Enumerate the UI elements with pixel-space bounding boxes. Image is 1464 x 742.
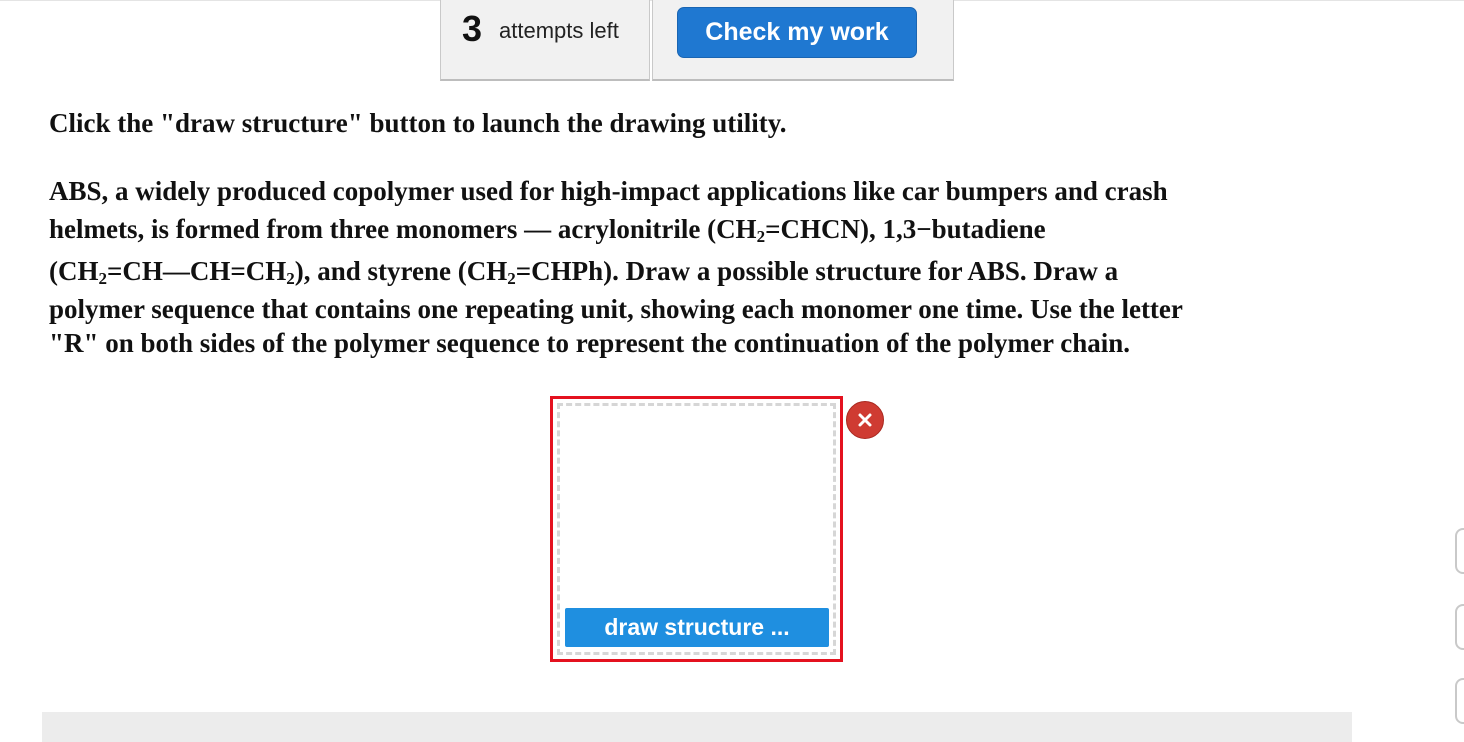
subscript: 2 [507,269,516,288]
attempts-label: attempts left [499,18,619,43]
close-x-glyph [857,412,873,428]
question-fragment: (CH [49,256,99,286]
question-line: polymer sequence that contains one repeating unit, showing each monomer one time. Use the letter [49,294,1183,324]
question-line [49,250,1339,292]
attempts-count: 3 [462,8,483,49]
side-panel-tab[interactable] [1455,604,1464,650]
subscript: 2 [286,269,295,288]
question-text [49,174,1339,360]
side-panel-tab[interactable] [1455,528,1464,574]
close-x-icon[interactable] [846,401,884,439]
bottom-toolbar [42,712,1352,742]
draw-structure-button[interactable]: draw structure ... [565,608,829,647]
question-line: ABS, a widely produced copolymer used for high-impact applications like car bumpers and crash [49,176,1168,206]
subscript: 2 [756,227,766,246]
question-fragment: helmets, is formed from three monomers — acrylonitrile (CH [49,214,757,244]
question-line: "R" on both sides of the polymer sequence to represent the continuation of the polymer chain. [49,328,1130,358]
instruction-text: Click the "draw structure" button to launch the drawing utility. [49,108,787,138]
question-fragment: =CH—CH=CH [107,256,287,286]
side-panel-tab[interactable] [1455,678,1464,724]
question-fragment: =CHCN), 1,3−butadiene [765,214,1046,244]
question-line [49,208,1339,250]
question-fragment: ), and styrene (CH [294,256,508,286]
subscript: 2 [98,269,107,288]
check-my-work-button[interactable]: Check my work [677,7,917,58]
question-fragment: =CHPh). Draw a possible structure for ABS. Draw a [515,256,1119,286]
